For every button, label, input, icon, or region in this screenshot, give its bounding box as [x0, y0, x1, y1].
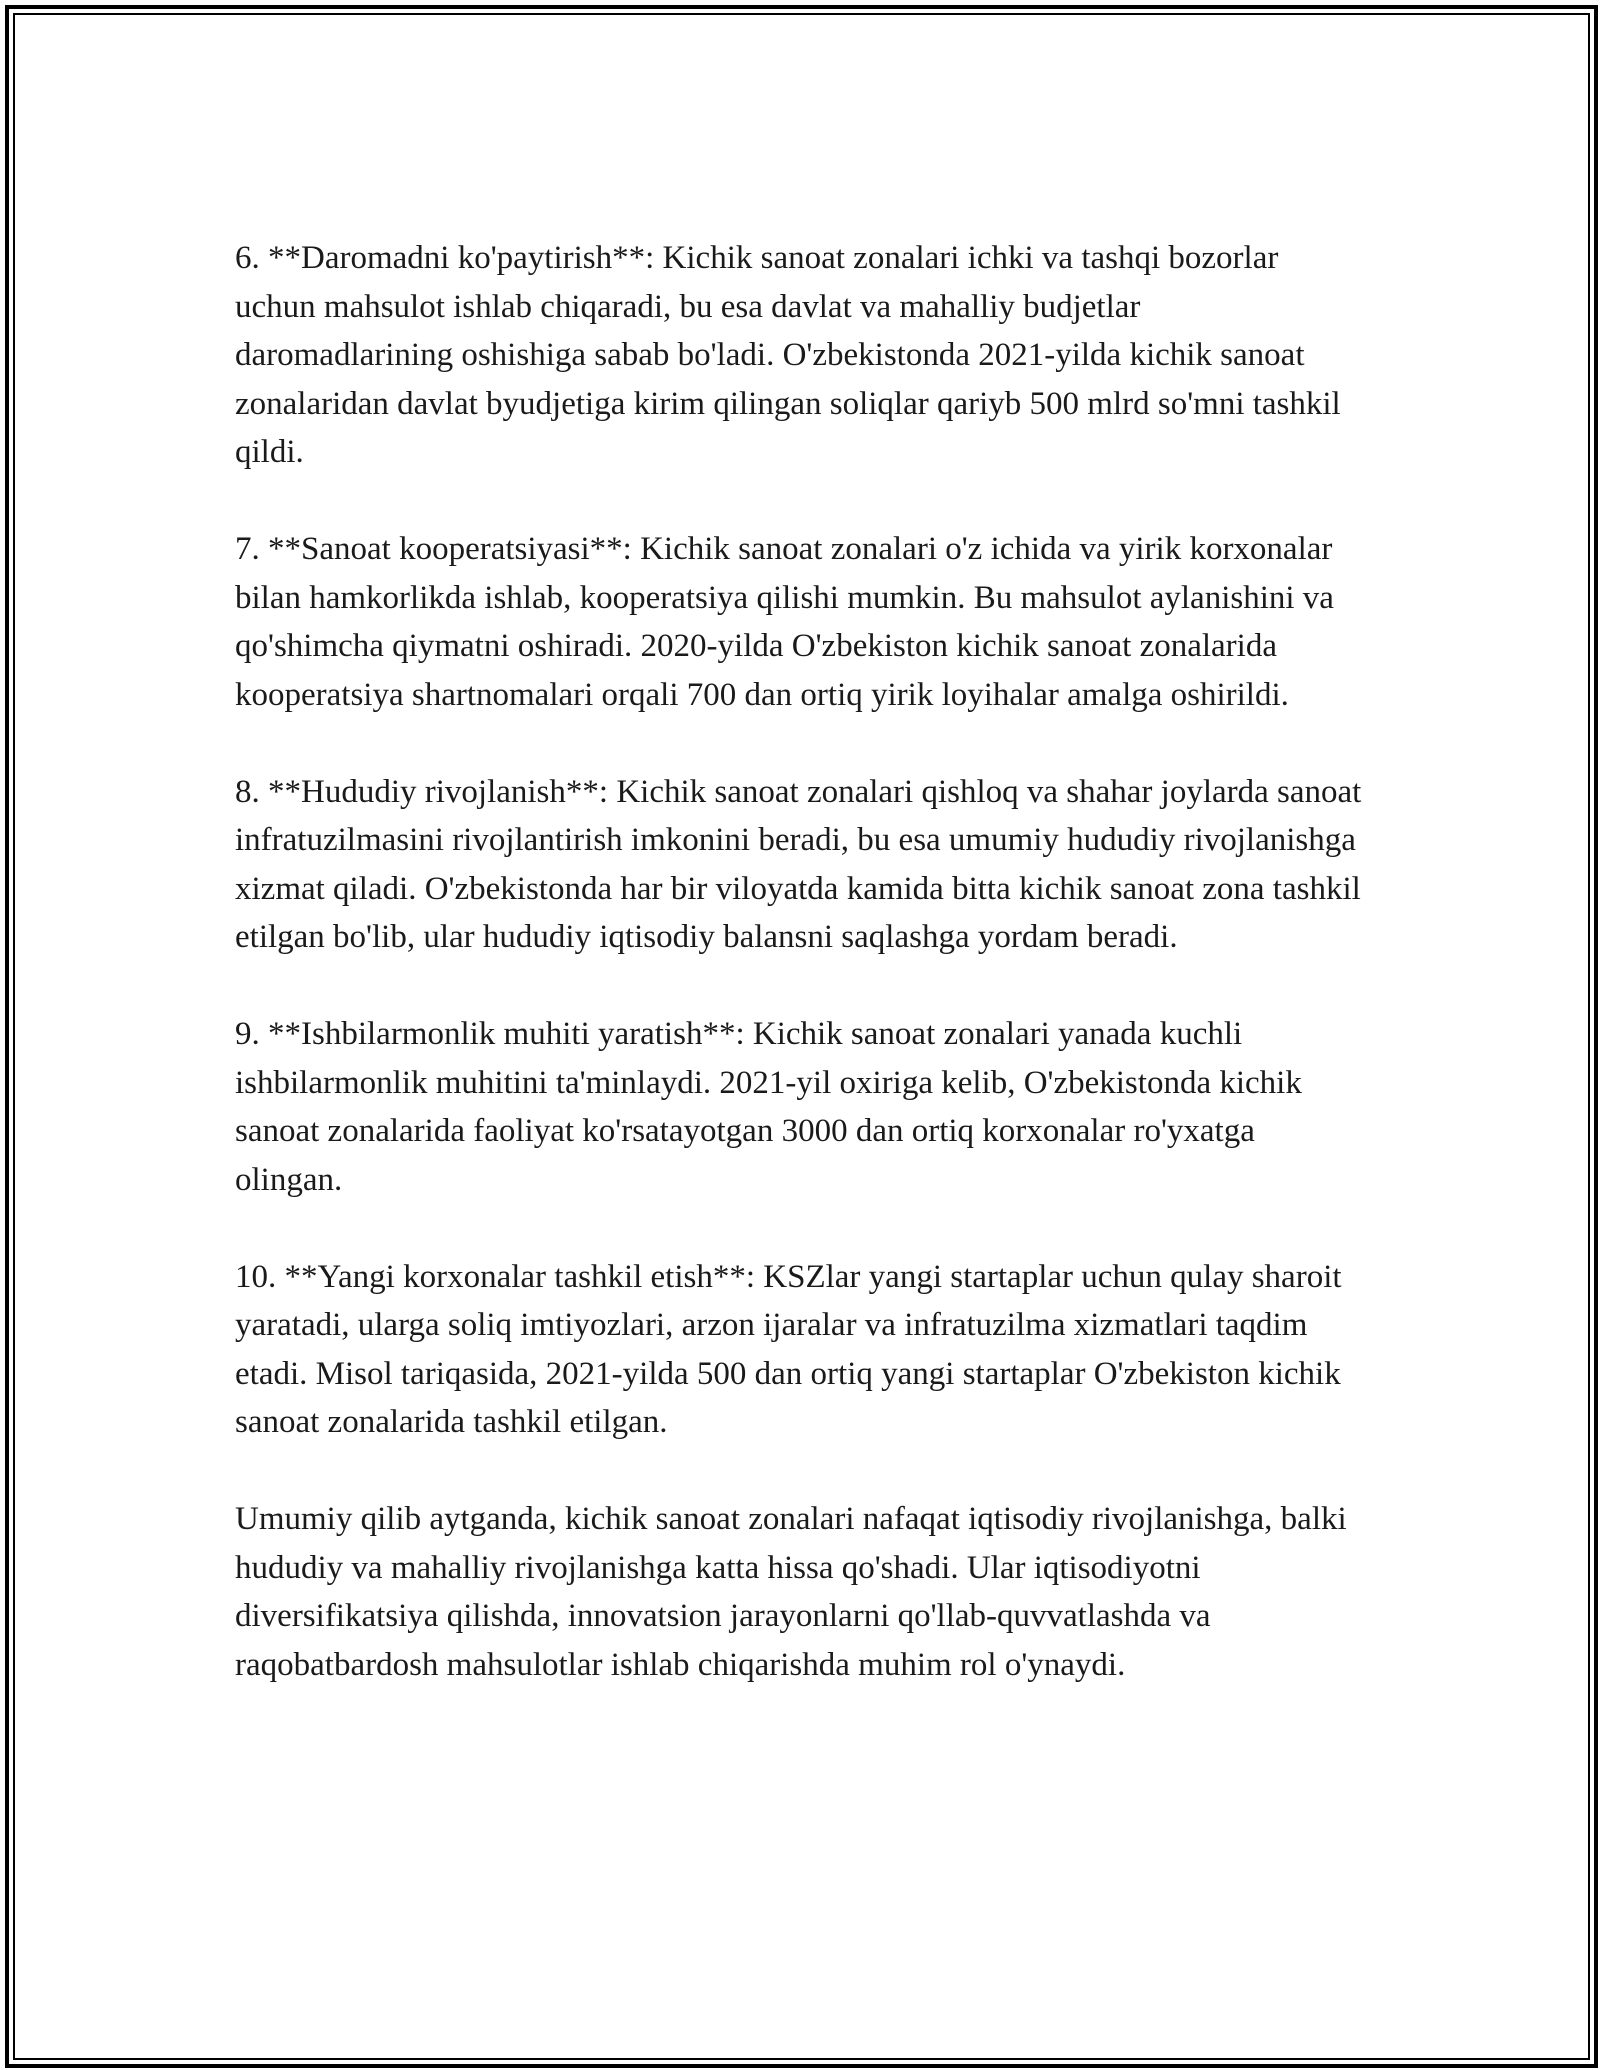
document-body	[235, 234, 1365, 1738]
conclusion-paragraph: Umumiy qilib aytganda, kichik sanoat zonalari nafaqat iqtisodiy rivojlanishga, balki hududiy va mahalliy rivojlanishga katta hissa qo'shadi. Ular iqtisodiyotni diversifikatsiya qilishda, innovatsion jarayonlarni qo'llab-quvvatlashda va raqobatbardosh mahsulotlar ishlab chiqarishda muhim rol o'ynaydi.	[235, 1501, 1347, 1683]
paragraph-item-6: 6. **Daromadni ko'paytirish**: Kichik sanoat zonalari ichki va tashqi bozorlar uchun mahsulot ishlab chiqaradi, bu esa davlat va mahalliy budjetlar daromadlarining oshishiga sabab bo'ladi. O'zbekistonda 2021-yilda kichik sanoat zonalaridan davlat byudjetiga kirim qilingan soliqlar qariyb 500 mlrd so'mni tashkil qildi.	[235, 240, 1341, 470]
paragraph-item-7: 7. **Sanoat kooperatsiyasi**: Kichik sanoat zonalari o'z ichida va yirik korxonalar bilan hamkorlikda ishlab, kooperatsiya qilishi mumkin. Bu mahsulot aylanishini va qo'shimcha qiymatni oshiradi. 2020-yilda O'zbekiston kichik sanoat zonalarida kooperatsiya shartnomalari orqali 700 dan ortiq yirik loyihalar amalga oshirildi.	[235, 531, 1334, 713]
paragraph-item-9: 9. **Ishbilarmonlik muhiti yaratish**: Kichik sanoat zonalari yanada kuchli ishbilarmonlik muhitini ta'minlaydi. 2021-yil oxiriga kelib, O'zbekistonda kichik sanoat zonalarida faoliyat ko'rsatayotgan 3000 dan ortiq korxonalar ro'yxatga olingan.	[235, 1016, 1302, 1198]
paragraph-item-10: 10. **Yangi korxonalar tashkil etish**: KSZlar yangi startaplar uchun qulay sharoit yaratadi, ularga soliq imtiyozlari, arzon ijaralar va infratuzilma xizmatlari taqdim etadi. Misol tariqasida, 2021-yilda 500 dan ortiq yangi startaplar O'zbekiston kichik sanoat zonalarida tashkil etilgan.	[235, 1258, 1342, 1440]
paragraph-item-8: 8. **Hududiy rivojlanish**: Kichik sanoat zonalari qishloq va shahar joylarda sanoat infratuzilmasini rivojlantirish imkonini beradi, bu esa umumiy hududiy rivojlanishga xizmat qiladi. O'zbekistonda har bir viloyatda kamida bitta kichik sanoat zona tashkil etilgan bo'lib, ular hududiy iqtisodiy balansni saqlashga yordam beradi.	[235, 773, 1362, 955]
